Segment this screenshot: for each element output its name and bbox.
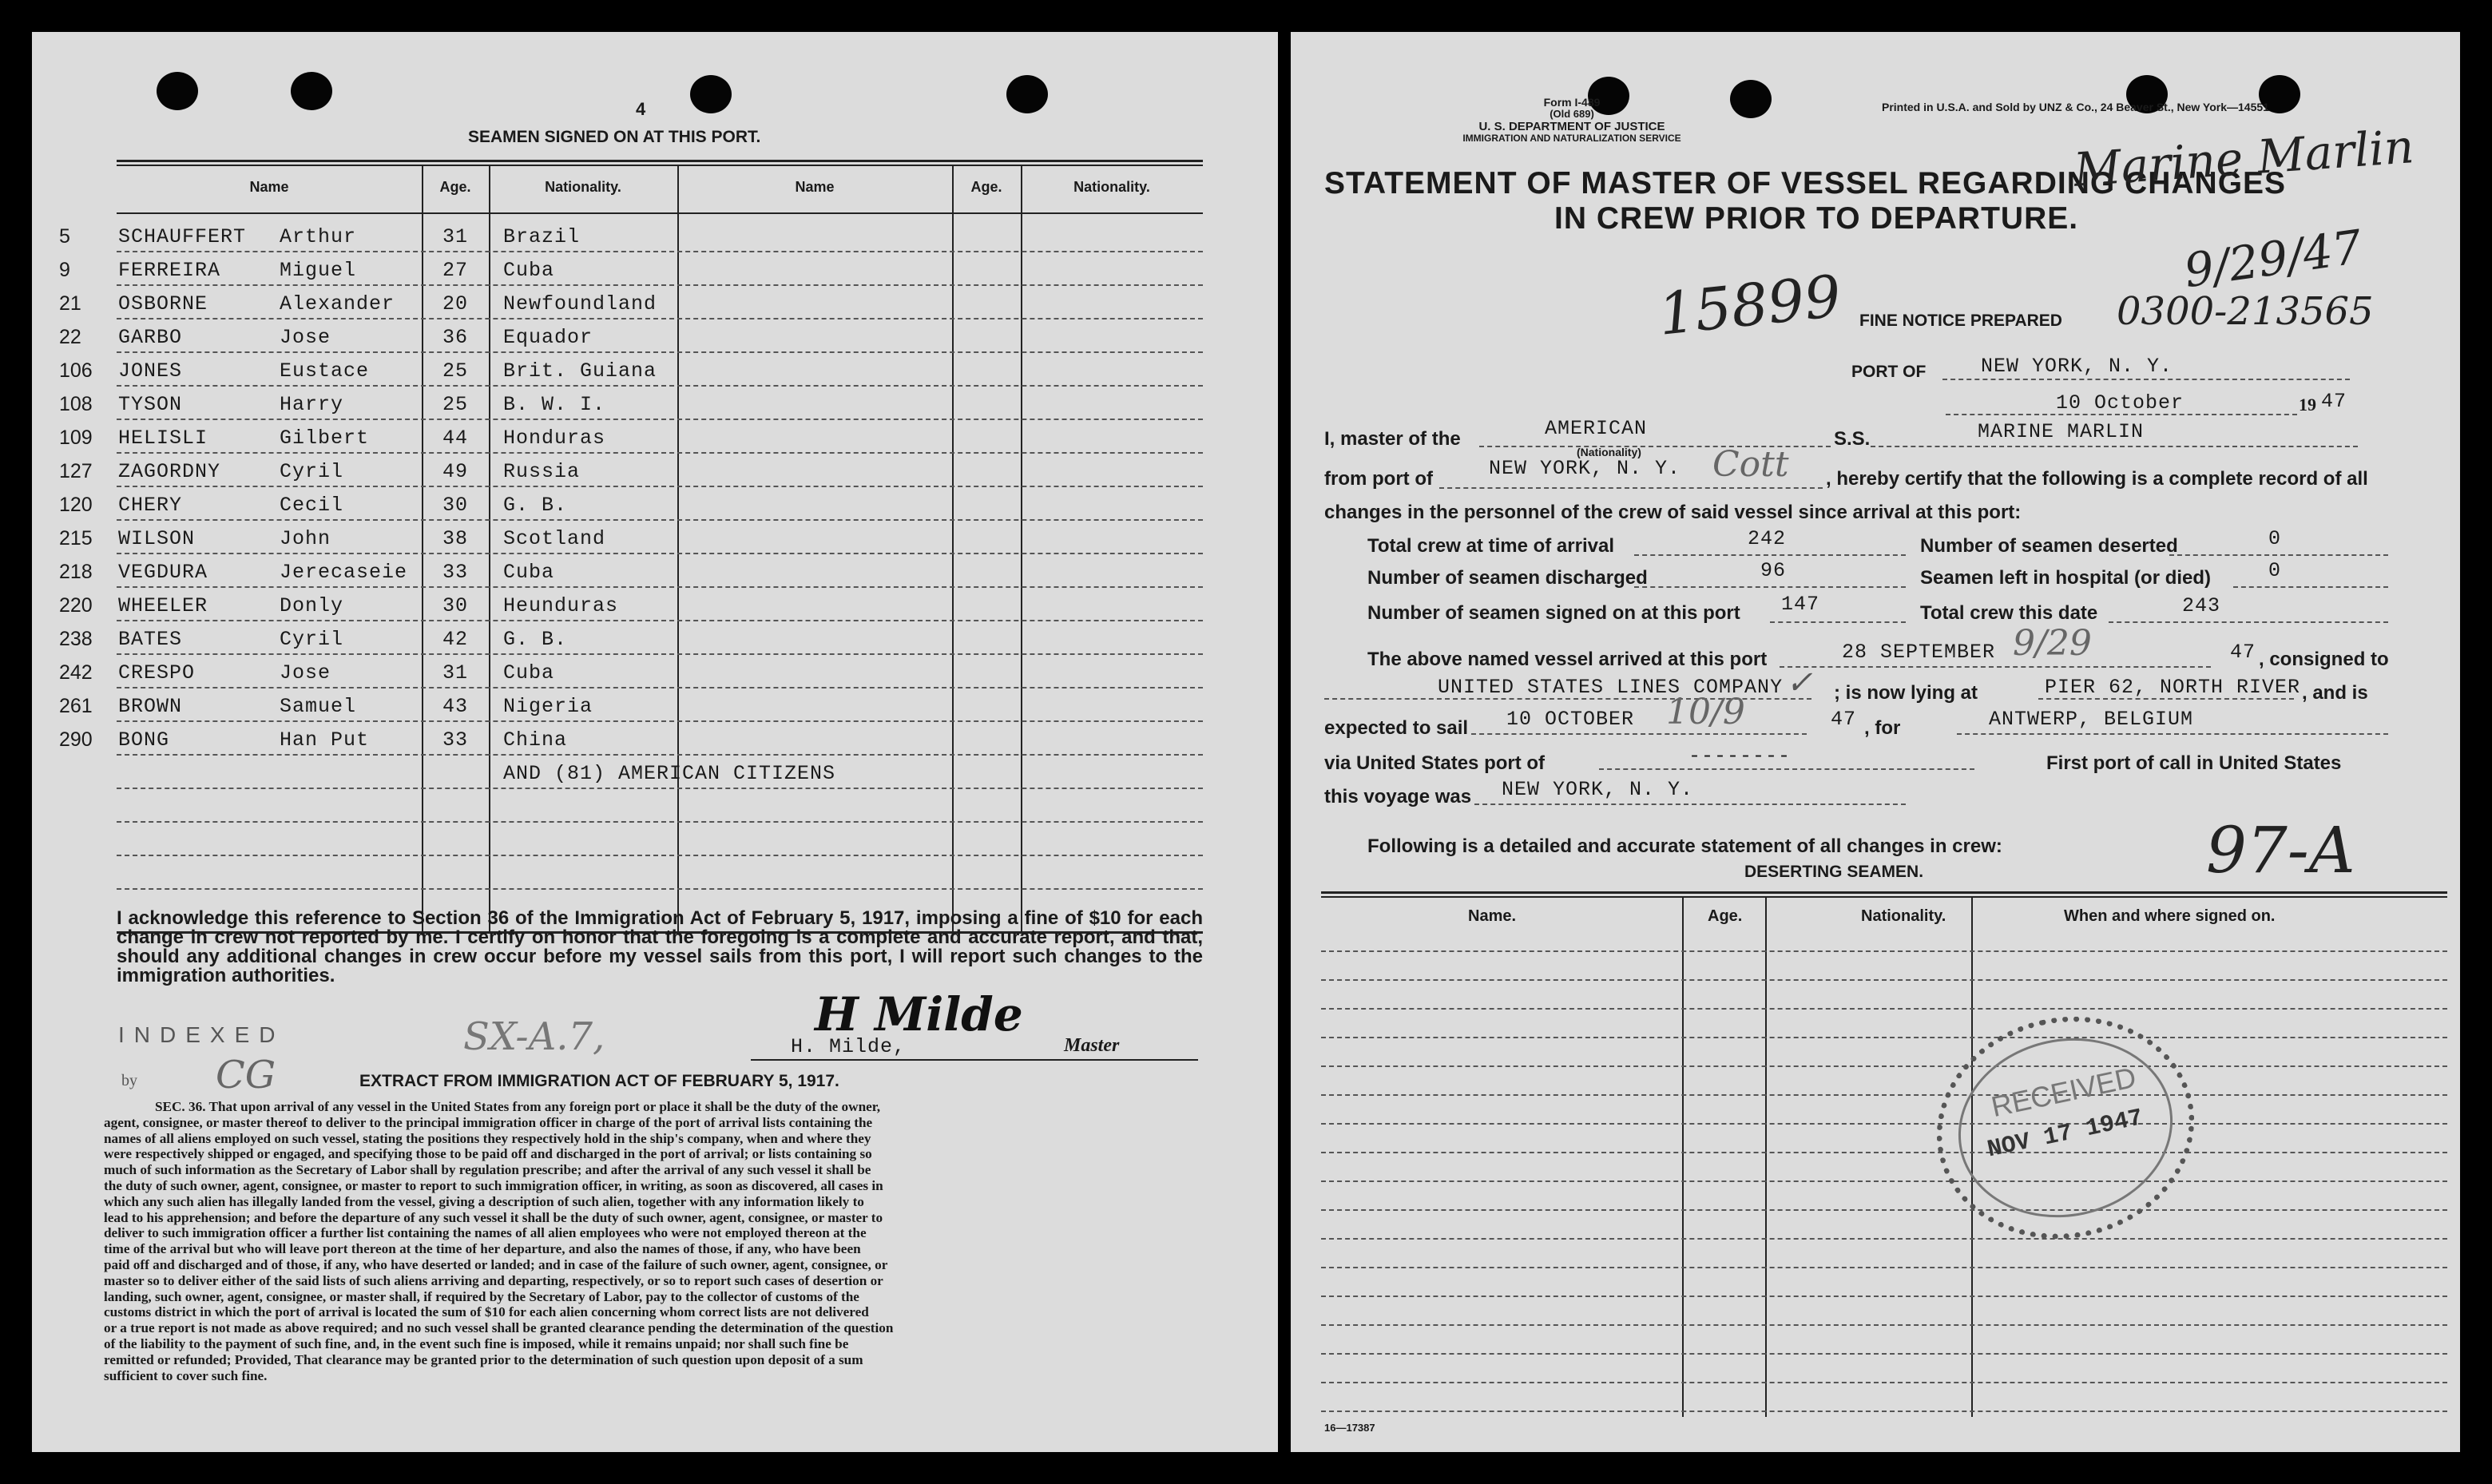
section-36-line: were respectively shipped or engaged, and specifying those to be paid off and discharged in the port of arrival; or lists containing so — [104, 1146, 872, 1162]
crew-num: 21 — [59, 292, 81, 315]
crew-surname: BATES — [118, 628, 183, 651]
american-citizens-note: AND (81) AMERICAN CITIZENS — [503, 762, 836, 785]
crew-nationality: Scotland — [503, 527, 606, 550]
form-title-line2: IN CREW PRIOR TO DEPARTURE. — [1554, 201, 2079, 236]
crew-given: Cyril — [280, 460, 344, 483]
for-label: , for — [1864, 717, 1901, 739]
crew-nationality: Cuba — [503, 661, 555, 684]
handwritten-code: 97-A — [2206, 813, 2355, 887]
crew-nationality: Heunduras — [503, 594, 619, 617]
seamen-signed: 147 — [1781, 593, 1820, 616]
arrived-handwriting: 9/29 — [2013, 623, 2092, 664]
crew-given: Arthur — [280, 225, 357, 248]
section-36-line: agent, consignee, or master thereof to deliver to the principal immigration officer in charge of the port of arrival lists containing the — [104, 1114, 873, 1130]
via-label: via United States port of — [1324, 752, 1546, 774]
crew-surname: GARBO — [118, 326, 183, 349]
handwritten-date: 9/29/47 — [2180, 219, 2366, 299]
crew-age: 31 — [442, 661, 469, 684]
crew-surname: OSBORNE — [118, 292, 208, 315]
punch-hole — [157, 72, 198, 110]
crew-given: Cyril — [280, 628, 344, 651]
section-36-line: sufficient to cover such fine. — [104, 1367, 268, 1383]
destination-value: ANTWERP, BELGIUM — [1989, 708, 2194, 731]
section-36-line: names of all aliens employed on such vessel, stating the positions they respectively hold in the ship's company, when and where they — [104, 1130, 871, 1146]
deserting-header-nationality: Nationality. — [1861, 907, 1946, 925]
crew-num: 218 — [59, 561, 93, 583]
consignee-value: UNITED STATES LINES COMPANY — [1438, 676, 1784, 699]
arrived-date: 28 SEPTEMBER — [1842, 641, 1996, 664]
punch-hole — [1006, 75, 1048, 113]
deserting-header-signed-on: When and where signed on. — [2064, 907, 2276, 925]
crew-given: Miguel — [280, 259, 357, 282]
crew-nationality: Cuba — [503, 259, 555, 282]
stamp-date: NOV 17 1947 — [1985, 1105, 2146, 1165]
crew-num: 108 — [59, 393, 93, 415]
crew-surname: WHEELER — [118, 594, 208, 617]
lying-label: ; is now lying at — [1834, 682, 1978, 704]
form-old-number: (Old 689) — [1550, 108, 1594, 120]
crew-surname: BROWN — [118, 695, 183, 718]
crew-nationality: Brit. Guiana — [503, 359, 657, 383]
crew-age: 33 — [442, 561, 469, 584]
crew-num: 215 — [59, 527, 93, 550]
arrived-label: The above named vessel arrived at this port — [1367, 649, 1768, 670]
crew-given: Jose — [280, 661, 331, 684]
deserting-header-age: Age. — [1708, 907, 1743, 925]
expected-handwriting: 10/9 — [1666, 692, 1745, 732]
extract-title: EXTRACT FROM IMMIGRATION ACT OF FEBRUARY 5, 1917. — [359, 1072, 839, 1090]
crew-header-4: Age. — [970, 179, 1002, 195]
crew-num: 127 — [59, 460, 93, 482]
section-36-line: customs district in which the port of arrival is located the sum of $10 for each alien concerning whom correct lists are not delivered — [104, 1304, 869, 1320]
section-36-line: much of such information as the Secretary of Labor shall by regulation prescribe; and after the arrival of any such vessel it shall be — [104, 1162, 871, 1178]
seamen-signed-label: Number of seamen signed on at this port — [1367, 602, 1740, 624]
crew-given: Jose — [280, 326, 331, 349]
master-signature: H Milde — [815, 987, 1023, 1042]
port-of-value: NEW YORK, N. Y. — [1981, 355, 2173, 378]
crew-num: 220 — [59, 594, 93, 617]
from-port-value: NEW YORK, N. Y. — [1489, 457, 1681, 480]
and-is-label: , and is — [2302, 682, 2368, 704]
crew-surname: CHERY — [118, 494, 183, 517]
total-crew-date: 243 — [2182, 594, 2221, 617]
expected-date: 10 OCTOBER — [1506, 708, 1635, 731]
port-of-label: PORT OF — [1851, 363, 1927, 381]
crew-nationality: Russia — [503, 460, 581, 483]
form-title-line1: STATEMENT OF MASTER OF VESSEL REGARDING CHANGES — [1324, 166, 2287, 200]
section-36-line: landing, such owner, agent, consignee, or master shall, if required by the Secretary of Labor, pay to the collector of customs of the — [104, 1288, 859, 1304]
section-36-line: deliver to such immigration officer a further list containing the names of all alien employees who were not employed thereon at the — [104, 1225, 867, 1241]
deserting-title: DESERTING SEAMEN. — [1744, 863, 1924, 881]
crew-given: Harry — [280, 393, 344, 416]
crew-surname: BONG — [118, 728, 170, 752]
section-36-text — [104, 1099, 894, 1383]
via-value: -------- — [1688, 744, 1792, 768]
crew-given: Cecil — [280, 494, 344, 517]
master-typed-name: H. Milde, — [791, 1035, 907, 1058]
nationality-hint: (Nationality) — [1577, 446, 1641, 458]
consignee-check-mark: ✓ — [1786, 665, 1813, 701]
crew-header-2: Nationality. — [545, 179, 621, 195]
crew-age: 38 — [442, 527, 469, 550]
section-36-line: the duty of such owner, agent, consignee, or master to report to such immigration officer, in writing, as soon as discovered, all cases in — [104, 1177, 883, 1193]
crew-given: Eustace — [280, 359, 370, 383]
crew-nationality: Nigeria — [503, 695, 593, 718]
file-mark: SX-A.7, — [463, 1014, 605, 1059]
crew-surname: WILSON — [118, 527, 196, 550]
crew-given: Jerecaseie — [280, 561, 408, 584]
crew-nationality: Brazil — [503, 225, 581, 248]
seamen-discharged-label: Number of seamen discharged — [1367, 567, 1648, 589]
handwritten-vessel-name: Marine Marlin — [2072, 119, 2416, 197]
total-crew-date-label: Total crew this date — [1920, 602, 2098, 624]
section-36-line: lead to his apprehension; and before the departure of any such vessel it shall be the duty of such owner, agent, consignee, or master to — [104, 1209, 883, 1225]
crew-given: Han Put — [280, 728, 370, 752]
master-of-label: I, master of the — [1324, 428, 1461, 450]
page-number: 4 — [636, 99, 646, 119]
crew-age: 30 — [442, 494, 469, 517]
seamen-deserted: 0 — [2268, 527, 2282, 550]
section-36-line: which any such alien has illegally landed from the vessel, giving a description of such alien, together with any information likely to — [104, 1193, 864, 1209]
section-36-line: time of the arrival but who will leave port thereon at the time of her departure, and also the names of those, if any, who have been — [104, 1241, 861, 1257]
certify-text: , hereby certify that the following is a complete record of all — [1826, 468, 2368, 490]
crew-nationality: B. W. I. — [503, 393, 606, 416]
fine-notice-value: 0300-213565 — [2117, 289, 2374, 334]
service-name: IMMIGRATION AND NATURALIZATION SERVICE — [1462, 133, 1681, 144]
crew-num: 290 — [59, 728, 93, 751]
total-crew-arrival-label: Total crew at time of arrival — [1367, 535, 1614, 557]
section-36-line: or a true report is not made as above required; and no such vessel shall be granted clearance pending the determination of the question — [104, 1320, 894, 1336]
seamen-deserted-label: Number of seamen deserted — [1920, 535, 2178, 557]
following-text: Following is a detailed and accurate statement of all changes in crew: — [1367, 835, 2002, 857]
deserting-header-name: Name. — [1468, 907, 1517, 925]
crew-age: 25 — [442, 393, 469, 416]
first-port-label: First port of call in United States — [2046, 752, 2342, 774]
section-title: SEAMEN SIGNED ON AT THIS PORT. — [468, 128, 761, 146]
stamp-received-text: RECEIVED — [1988, 1060, 2139, 1124]
seamen-discharged: 96 — [1760, 559, 1787, 582]
punch-hole — [690, 75, 732, 113]
received-stamp — [1916, 993, 2215, 1262]
crew-nationality: G. B. — [503, 494, 568, 517]
crew-num: 261 — [59, 695, 93, 717]
punch-hole — [291, 72, 332, 110]
crew-num: 109 — [59, 427, 93, 449]
acknowledgement-text: I acknowledge this reference to Section 36 of the Immigration Act of February 5, 1917, imposing a fine of $10 for each change in crew not reported by me. I certify on honor that the foregoing is a complete and accurate report, and that, should any additional changes in crew occur before my vessel sails from this port, I will report such changes to the immigration authorities. — [117, 907, 1203, 986]
section-36-line: remitted or refunded; Provided, That clearance may be granted prior to the determination of such question upon deposit of a sum — [104, 1351, 863, 1367]
department-name: U. S. DEPARTMENT OF JUSTICE — [1478, 120, 1665, 133]
crew-surname: FERREIRA — [118, 259, 221, 282]
date-year-prefix: 19 — [2299, 395, 2316, 415]
crew-num: 22 — [59, 326, 81, 348]
crew-age: 36 — [442, 326, 469, 349]
crew-surname: SCHAUFFERT — [118, 225, 247, 248]
crew-nationality: China — [503, 728, 568, 752]
crew-age: 44 — [442, 427, 469, 450]
crew-nationality: G. B. — [503, 628, 568, 651]
crew-given: Donly — [280, 594, 344, 617]
crew-nationality: Cuba — [503, 561, 555, 584]
crew-header-1: Age. — [439, 179, 471, 195]
crew-surname: CRESPO — [118, 661, 196, 684]
section-36-line: master so to deliver either of the said lists of such aliens arriving and departing, respectively, or so to report such cases of desertion or — [104, 1272, 883, 1288]
seamen-hospital: 0 — [2268, 559, 2282, 582]
punch-hole — [1730, 80, 1772, 118]
consigned-label: , consigned to — [2259, 649, 2389, 670]
crew-surname: JONES — [118, 359, 183, 383]
crew-age: 20 — [442, 292, 469, 315]
crew-age: 27 — [442, 259, 469, 282]
crew-surname: ZAGORDNY — [118, 460, 221, 483]
crew-header-0: Name — [249, 179, 289, 195]
nationality-value: AMERICAN — [1545, 417, 1648, 440]
this-voyage-label: this voyage was — [1324, 786, 1472, 807]
crew-num: 5 — [59, 225, 70, 248]
crew-num: 238 — [59, 628, 93, 650]
crew-given: Gilbert — [280, 427, 370, 450]
crew-header-3: Name — [795, 179, 835, 195]
crew-age: 33 — [442, 728, 469, 752]
seamen-hospital-label: Seamen left in hospital (or died) — [1920, 567, 2212, 589]
crew-surname: TYSON — [118, 393, 183, 416]
printed-by: Printed in U.S.A. and Sold by UNZ & Co., 24 Beaver St., New York—14551 — [1882, 101, 2269, 113]
expected-year: 47 — [1831, 708, 1857, 731]
left-page — [32, 32, 1278, 1452]
crew-age: 31 — [442, 225, 469, 248]
crew-age: 49 — [442, 460, 469, 483]
section-36-line: paid off and discharged and of those, if any, who have deserted or landed; and in case of the failure of such owner, agent, consignee, or — [104, 1256, 888, 1272]
crew-age: 42 — [442, 628, 469, 651]
this-voyage-value: NEW YORK, N. Y. — [1502, 778, 1694, 801]
indexed-stamp: INDEXED — [118, 1022, 285, 1047]
total-crew-arrival: 242 — [1748, 527, 1787, 550]
crew-surname: HELISLI — [118, 427, 208, 450]
lying-value: PIER 62, NORTH RIVER — [2045, 676, 2301, 699]
changes-text: changes in the personnel of the crew of said vessel since arrival at this port: — [1324, 502, 2022, 523]
vessel-name: MARINE MARLIN — [1978, 420, 2145, 443]
ss-label: S.S. — [1834, 428, 1871, 450]
indexed-by-label: by — [121, 1072, 137, 1089]
crew-age: 43 — [442, 695, 469, 718]
right-page — [1291, 32, 2460, 1452]
statement-date: 10 October — [2056, 391, 2184, 415]
crew-age: 30 — [442, 594, 469, 617]
crew-header-5: Nationality. — [1073, 179, 1150, 195]
crew-given: Samuel — [280, 695, 357, 718]
crew-num: 106 — [59, 359, 93, 382]
crew-num: 120 — [59, 494, 93, 516]
from-port-label: from port of — [1324, 468, 1433, 490]
expected-label: expected to sail — [1324, 717, 1469, 739]
crew-num: 242 — [59, 661, 93, 684]
crew-nationality: Honduras — [503, 427, 606, 450]
indexed-initials: CG — [216, 1053, 276, 1097]
form-number-footer: 16—17387 — [1324, 1422, 1375, 1434]
crew-given: Alexander — [280, 292, 395, 315]
arrived-year: 47 — [2230, 641, 2256, 664]
form-number-header: Form I-489 — [1543, 96, 1601, 109]
master-label: Master — [1064, 1035, 1120, 1056]
handwritten-file-number: 15899 — [1655, 262, 1844, 348]
section-36-line: of the liability to the payment of such fine, and, in the event such fine is imposed, while it remains unpaid; nor shall such fine be — [104, 1335, 849, 1351]
crew-nationality: Newfoundland — [503, 292, 657, 315]
date-year: 47 — [2321, 390, 2347, 413]
crew-age: 25 — [442, 359, 469, 383]
from-port-handwriting: Cott — [1712, 444, 1789, 485]
section-36-line: SEC. 36. That upon arrival of any vessel in the United States from any foreign port or place it shall be the duty of the owner, — [155, 1099, 881, 1114]
fine-notice-label: FINE NOTICE PREPARED — [1859, 311, 2062, 330]
crew-given: John — [280, 527, 331, 550]
crew-num: 9 — [59, 259, 70, 281]
crew-nationality: Equador — [503, 326, 593, 349]
crew-surname: VEGDURA — [118, 561, 208, 584]
